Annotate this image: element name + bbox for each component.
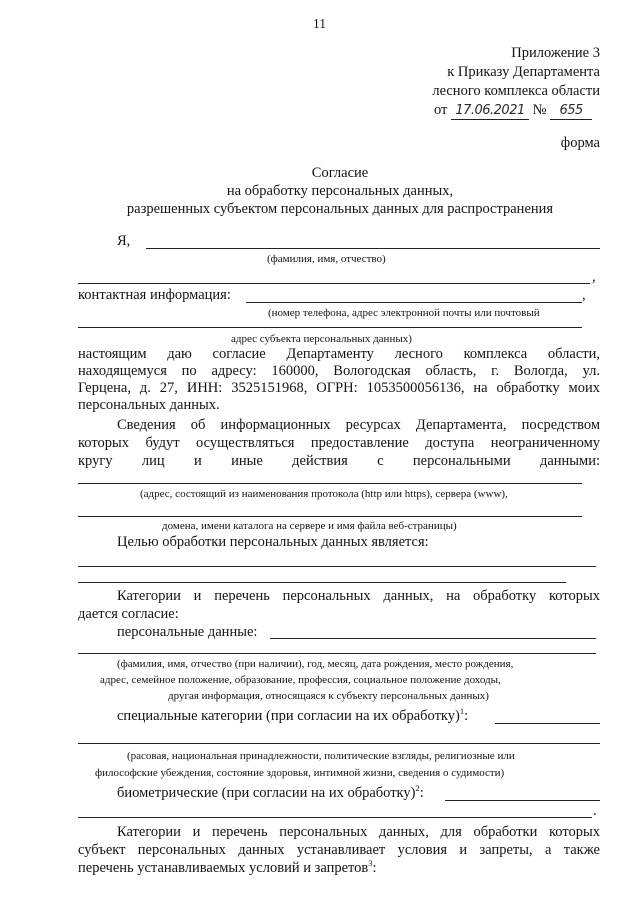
resources-line-2: которых будут осуществляться предоставление доступа неограниченному <box>78 435 600 451</box>
handwritten-date: 17.06.2021 <box>451 102 529 120</box>
footnote-1: 1 <box>459 706 465 717</box>
resource-domain-field[interactable] <box>78 516 582 517</box>
purpose-field-1[interactable] <box>78 566 596 567</box>
handwritten-number: 655 <box>550 102 592 120</box>
contact-hint-1: (номер телефона, адрес электронной почты или почтовый <box>268 307 540 319</box>
title-line-3: разрешенных субъектом персональных данных для распространения <box>126 201 554 217</box>
personal-data-continuation-field[interactable] <box>78 653 596 654</box>
personal-data-label: персональные данные: <box>117 624 258 640</box>
conditions-line-3 <box>78 860 377 877</box>
appendix-order: к Приказу Департамента <box>447 64 600 80</box>
title-line-2: на обработку персональных данных, <box>226 183 454 199</box>
fio-comma: , <box>592 269 596 285</box>
biometric-colon: : <box>419 785 424 801</box>
biometric-text: биометрические (при согласии на их обработку) <box>117 785 416 801</box>
contact-field[interactable] <box>246 302 582 303</box>
biometric-continuation-field[interactable] <box>78 817 592 818</box>
special-colon: : <box>464 708 469 724</box>
page-number: 11 <box>313 16 326 31</box>
personal-hint-1: (фамилия, имя, отчество (при наличии), год, месяц, дата рождения, место рождения, <box>117 658 514 670</box>
personal-hint-2: адрес, семейное положение, образование, профессия, социальное положение доходы, <box>100 674 501 686</box>
categories-line-1: Категории и перечень персональных данных, на обработку которых <box>117 588 600 604</box>
resources-hint-2: домена, имени каталога на сервере и имя файла веб-страницы) <box>162 520 457 532</box>
appendix-department: лесного комплекса области <box>432 83 600 99</box>
special-categories-field[interactable] <box>495 723 600 724</box>
form-label: форма <box>560 135 600 151</box>
special-categories-label <box>117 708 468 725</box>
special-categories-text: специальные категории (при согласии на их обработку) <box>117 708 460 724</box>
biometric-field[interactable] <box>445 800 600 801</box>
personal-hint-3: другая информация, относящаяся к субъекту персональных данных) <box>168 690 489 702</box>
biometric-label <box>117 785 424 802</box>
title-line-1: Согласие <box>311 165 369 181</box>
resources-hint-1: (адрес, состоящий из наименования протокола (http или https), сервера (www), <box>140 488 508 500</box>
purpose-label: Целью обработки персональных данных является: <box>117 534 429 550</box>
consent-line-1: настоящим даю согласие Департаменту лесного комплекса области, <box>78 346 600 362</box>
i-label: Я, <box>117 233 131 249</box>
conditions-line-1: Категории и перечень персональных данных, для обработки которых <box>117 824 600 840</box>
fio-continuation-field[interactable] <box>78 283 590 284</box>
special-hint-2: философские убеждения, состояние здоровья, интимной жизни, сведения о судимости) <box>95 767 505 779</box>
biometric-period: . <box>593 803 597 819</box>
footnote-3: 3 <box>368 858 373 869</box>
consent-line-4: персональных данных. <box>78 397 220 413</box>
fio-field[interactable] <box>146 248 600 249</box>
conditions-line-2: субъект персональных данных устанавливает условия и запреты, а также <box>78 842 600 858</box>
contact-label: контактная информация: <box>78 287 231 303</box>
special-categories-continuation-field[interactable] <box>78 743 600 744</box>
footnote-2: 2 <box>415 783 420 794</box>
resources-line-1: Сведения об информационных ресурсах Департамента, посредством <box>117 417 600 433</box>
special-hint-1: (расовая, национальная принадлежности, политические взгляды, религиозные или <box>127 750 515 762</box>
categories-line-2: дается согласие: <box>78 606 179 622</box>
fio-hint: (фамилия, имя, отчество) <box>267 253 386 265</box>
contact-continuation-field[interactable] <box>78 327 582 328</box>
appendix-title: Приложение 3 <box>511 45 600 61</box>
appendix-from-label: от <box>434 102 448 118</box>
conditions-text: перечень устанавливаемых условий и запретов <box>78 860 369 876</box>
contact-comma: , <box>582 287 586 303</box>
resources-line-3: кругу лиц и иные действия с персональными данными: <box>78 453 600 469</box>
conditions-colon: : <box>372 860 377 876</box>
consent-line-2: находящемуся по адресу: 160000, Вологодская область, г. Вологда, ул. <box>78 363 600 379</box>
consent-line-3: Герцена, д. 27, ИНН: 3525151968, ОГРН: 1053500056136, на обработку моих <box>78 380 600 396</box>
contact-hint-2: адрес субъекта персональных данных) <box>231 333 412 345</box>
resource-address-field[interactable] <box>78 483 582 484</box>
purpose-field-2[interactable] <box>78 582 566 583</box>
appendix-date-line <box>434 102 592 120</box>
number-sign: № <box>532 102 547 118</box>
personal-data-field[interactable] <box>270 638 596 639</box>
